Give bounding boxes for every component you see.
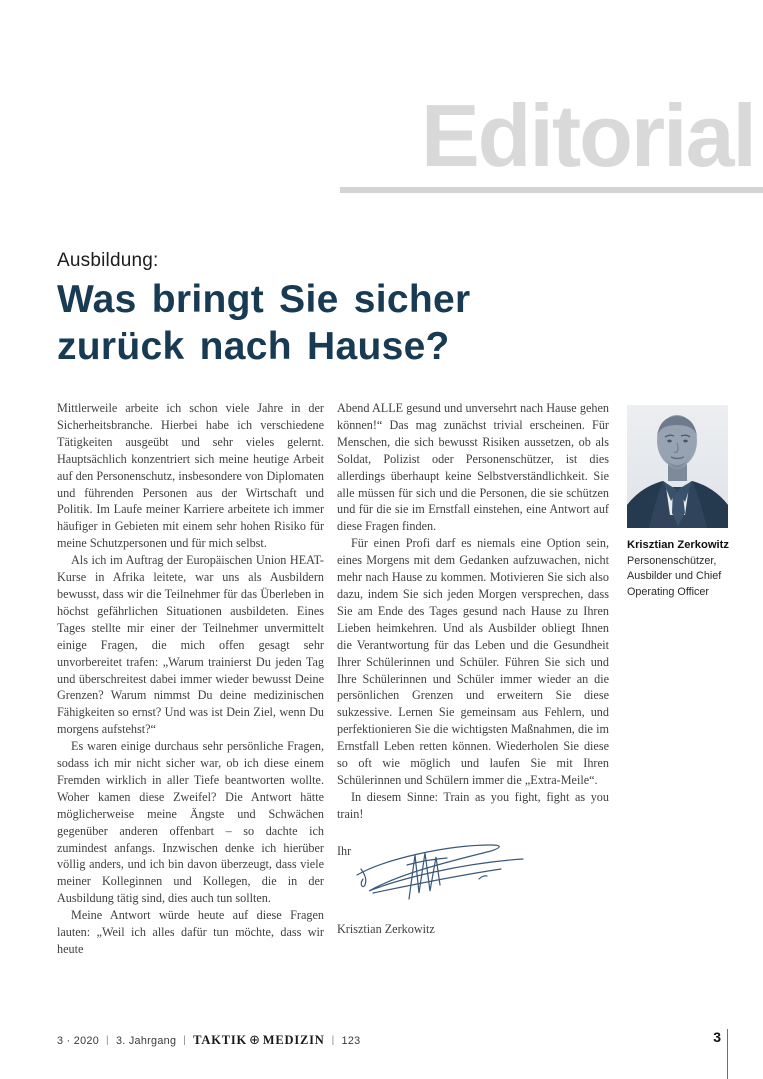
masthead-underline [340,187,763,193]
section-masthead: Editorial [420,86,755,185]
footer-imprint [57,1033,360,1048]
headline-line1: Was bringt Sie sicher [57,278,471,321]
paragraph: Meine Antwort würde heute auf diese Fragen lauten: „Weil ich alles dafür tun möchte, dass wir heute [57,908,324,956]
caption-role-line: Operating Officer [627,585,710,598]
footer-page-ref: 123 [341,1034,361,1047]
footer-brand [193,1033,324,1048]
body-column-1 [57,400,324,958]
caption-name: Krisztian Zerkowitz [627,539,729,551]
footer-separator: | [106,1035,109,1046]
paragraph: Mittlerweile arbeite ich schon viele Jahre in der Sicherheitsbranche. Hierbei habe ich verschiedene Tätigkeiten ausgeübt und sehr vieles gelernt. Hauptsächlich konzentriert sich meine heutige Arbeit auf den Personenschutz, insbesondere von Diplomaten und führenden Personen aus der Wirtschaft und Politik. Im Laufe meiner Karriere arbeitete ich immer häufiger in Gebieten mit einem sehr hohen Risiko für meine Schutzpersonen und für mich selbst. [57,401,324,551]
closing-salutation: Ihr [337,843,352,858]
headline-line2: zurück nach Hause? [57,325,450,368]
paragraph: Abend ALLE gesund und unversehrt nach Hause gehen können!“ Das mag zunächst trivial erscheinen. Für Menschen, die sich bewusst Risiken aussetzen, ob als Soldat, Polizist oder Personenschützer, ist dies allerdings überhaupt keine Selbstverständlichkeit. Sie alle müssen für sich und die Personen, die sie schützen und für die sie im Ernstfall einstehen, eine Antwort auf diese Fragen finden. [337,401,609,534]
caption-role-line: Ausbilder und Chief [627,570,722,582]
brand-taktik: TAKTIK [193,1033,248,1047]
page-number-rule [727,1029,728,1079]
paragraph: In diesem Sinne: Train as you fight, fight as you train! [337,789,609,821]
paragraph: Für einen Profi darf es niemals eine Option sein, eines Morgens mit dem Gedanken aufzuwachen, nicht mehr nach Hause zu kommen. Motivieren Sie sich also dazu, indem Sie sich jeden Morgen versprechen, dass Sie am Ende des Tages gesund nach Hause zu Ihren Lieben heimkehren. Und als Ausbilder obliegt Ihnen die Verantwortung für das Leben und die Gesundheit Ihrer Schülerinnen und Schüler. Führen Sie sich und Ihre Schülerinnen und Schüler immer wieder an die persönlichen Grenzen und erweitern Sie diese sukzessive. Lernen Sie gemeinsam aus Fehlern, und perfektionieren Sie die wichtigsten Maßnahmen, die im Ernstfall Leben retten können. Wiederholen Sie diese so oft wie möglich und laufen Sie mit Ihren Schülerinnen und Schülern immer die „Extra-Meile“. [337,536,609,787]
paragraph: Es waren einige durchaus sehr persönliche Fragen, sodass ich mir nicht sicher war, ob ich diese einem Fremden wirklich in aller Tiefe beantworten wollte. Woher kamen diese Zweifel? Die Antwort hätte möglicherweise meine Ängste und Schwächen gegenüber anderen offenbart – so dachte ich zumindest anfangs. Inzwischen denke ich hierüber völlig anders, und ich bin davon überzeugt, dass viele meiner Kolleginnen und Kollegen, die in der Ausbildung tätig sind, dies auch tun sollten. [57,739,324,906]
closing-block [337,843,609,921]
footer-separator: | [183,1035,187,1046]
footer-separator: | [331,1035,335,1046]
signatory-name: Krisztian Zerkowitz [337,921,435,936]
footer-issue: 3 · 2020 [57,1034,100,1047]
caption-role-line: Personenschützer, [627,554,717,567]
body-column-2 [337,400,609,938]
circled-plus-icon: ⊕ [249,1032,261,1048]
kicker: Ausbildung: [57,250,159,271]
page-number: 3 [713,1029,721,1045]
paragraph: Als ich im Auftrag der Europäischen Union HEAT-Kurse in Afrika leitete, war uns als Ausbildern bewusst, dass wir die Teilnehmer für das Überleben in höchst gefährlichen Situationen ausbildeten. Eines Tages stellte mir einer der Teilnehmer unvermittelt einige Fragen, die mich offen gesagt sehr unvorbereitet trafen: „Warum trainierst Du jeden Tag und überschreitest dabei immer wieder bewusst Deine Grenzen? Warum nimmst Du deine medizinischen Fähigkeiten so ernst? Und was ist Dein Ziel, wenn Du morgens aufstehst?“ [57,553,324,737]
signature-image [351,835,541,909]
headline [57,276,577,370]
portrait-illustration [627,405,728,528]
footer-volume: 3. Jahrgang [115,1034,177,1047]
portrait-photo [627,405,728,528]
brand-medizin: MEDIZIN [262,1033,325,1047]
portrait-caption [627,538,747,600]
